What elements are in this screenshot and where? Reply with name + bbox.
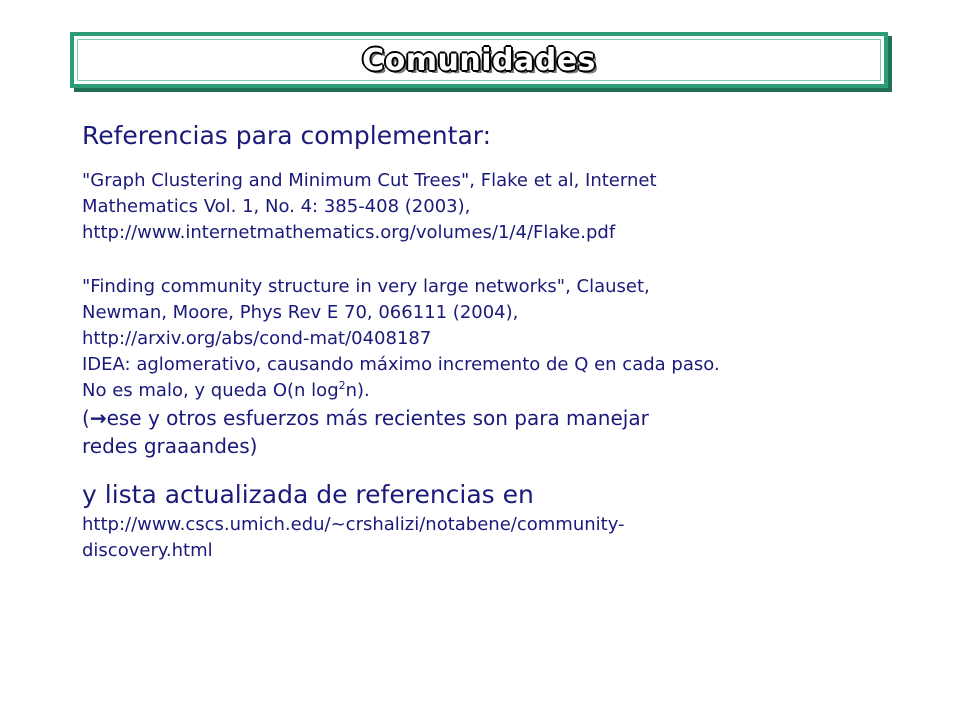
reference-clauset-line-1: "Finding community structure in very large networks", Clauset, bbox=[82, 276, 650, 297]
slide-content bbox=[82, 118, 902, 564]
arrow-right-icon: → bbox=[89, 406, 107, 430]
updated-list-url-line-1[interactable]: http://www.cscs.umich.edu/~crshalizi/notabene/community- bbox=[82, 514, 625, 535]
reference-clauset-line-2: Newman, Moore, Phys Rev E 70, 066111 (2004), bbox=[82, 302, 519, 323]
note-block bbox=[82, 404, 902, 460]
note-line-1 bbox=[82, 404, 902, 432]
reference-clauset bbox=[82, 274, 902, 404]
reference-flake-line-1: "Graph Clustering and Minimum Cut Trees", Flake et al, Internet bbox=[82, 170, 657, 191]
reference-flake bbox=[82, 168, 902, 246]
complexity-text: No es malo, y queda O(n log bbox=[82, 380, 339, 401]
slide-title: Comunidades bbox=[362, 42, 596, 78]
note-open-paren: ( bbox=[82, 406, 90, 430]
references-heading: Referencias para complementar: bbox=[82, 121, 492, 150]
complexity-text-end: n). bbox=[345, 380, 370, 401]
note-line-2: redes graaandes) bbox=[82, 434, 258, 458]
complexity-exponent: 2 bbox=[338, 379, 346, 392]
title-banner bbox=[70, 32, 888, 88]
updated-list-url-line-2[interactable]: discovery.html bbox=[82, 540, 213, 561]
note-text: ese y otros esfuerzos más recientes son para manejar bbox=[106, 406, 649, 430]
reference-clauset-complexity bbox=[82, 378, 902, 404]
reference-flake-url[interactable]: http://www.internetmathematics.org/volumes/1/4/Flake.pdf bbox=[82, 222, 616, 243]
updated-list-heading: y lista actualizada de referencias en bbox=[82, 480, 534, 509]
reference-flake-line-2: Mathematics Vol. 1, No. 4: 385-408 (2003), bbox=[82, 196, 471, 217]
reference-clauset-url[interactable]: http://arxiv.org/abs/cond-mat/0408187 bbox=[82, 328, 432, 349]
reference-clauset-idea: IDEA: aglomerativo, causando máximo incremento de Q en cada paso. bbox=[82, 354, 720, 375]
spacer bbox=[82, 246, 902, 274]
